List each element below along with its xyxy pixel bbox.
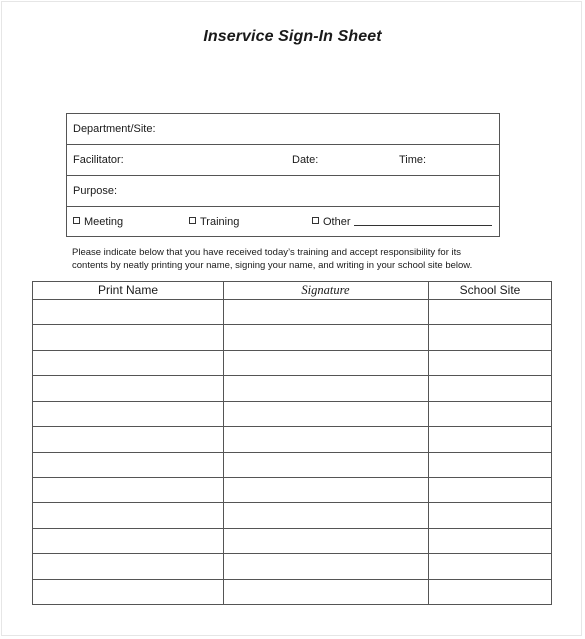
signature-header: Signature (301, 283, 350, 297)
row-divider (33, 324, 551, 325)
department-label: Department/Site: (73, 123, 156, 135)
row-divider (33, 553, 551, 554)
facilitator-label: Facilitator: (73, 154, 124, 166)
instructions (72, 247, 512, 272)
row-divider (33, 350, 551, 351)
header-divider (33, 299, 551, 300)
facilitator-row (67, 145, 499, 176)
row-divider (33, 477, 551, 478)
other-label: Other (323, 216, 351, 228)
row-divider (33, 579, 551, 580)
print-name-header: Print Name (97, 283, 159, 297)
other-option[interactable] (312, 216, 492, 228)
column-divider (223, 282, 224, 604)
row-divider (33, 375, 551, 376)
meeting-option[interactable] (73, 216, 123, 228)
meeting-label: Meeting (84, 216, 124, 228)
page-title: Inservice Sign-In Sheet (203, 28, 382, 45)
purpose-label: Purpose: (73, 185, 118, 197)
time-label: Time: (399, 154, 427, 166)
training-checkbox[interactable] (189, 217, 196, 224)
department-row (67, 114, 499, 145)
instructions-line-2: contents by neatly printing your name, signing your name, and writing in your school site below. (72, 259, 473, 271)
type-row (67, 207, 499, 238)
column-divider (428, 282, 429, 604)
school-site-header: School Site (459, 283, 521, 297)
other-blank-line[interactable] (354, 216, 492, 226)
row-divider (33, 452, 551, 453)
instructions-line-1: Please indicate below that you have received today’s training and accept responsibility for its (72, 247, 462, 258)
training-option[interactable] (189, 216, 239, 228)
row-divider (33, 528, 551, 529)
row-divider (33, 401, 551, 402)
info-box (66, 113, 500, 237)
row-divider (33, 426, 551, 427)
meeting-checkbox[interactable] (73, 217, 80, 224)
training-label: Training (200, 216, 240, 228)
sign-in-table (32, 281, 552, 605)
purpose-row (67, 176, 499, 207)
row-divider (33, 502, 551, 503)
other-checkbox[interactable] (312, 217, 319, 224)
date-label: Date: (292, 154, 319, 166)
